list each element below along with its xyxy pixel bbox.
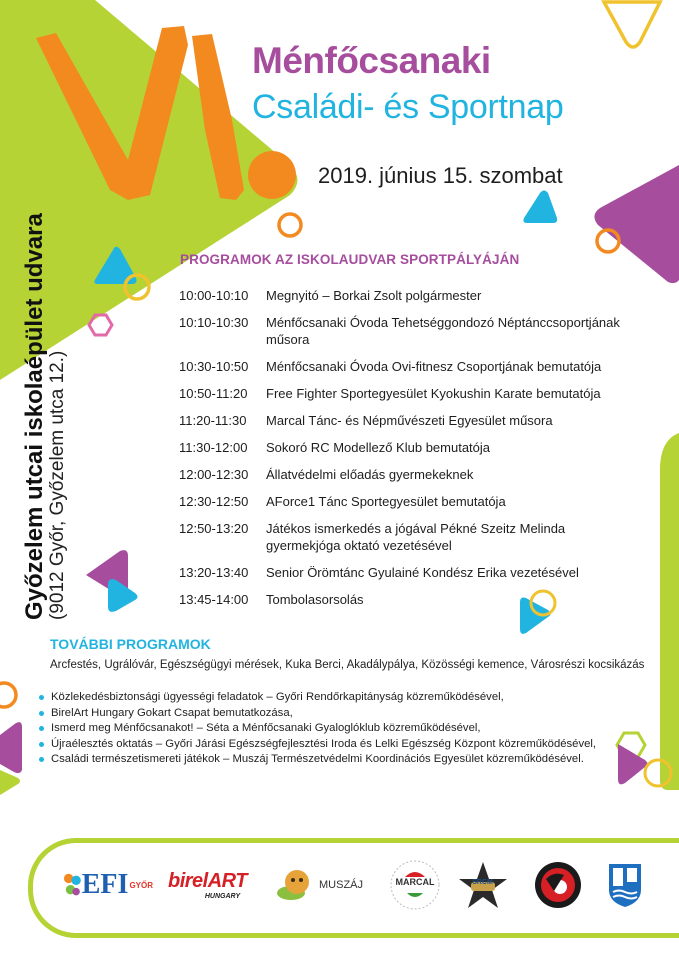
muszaj-logo <box>275 855 365 915</box>
schedule-desc: Ménfőcsanaki Óvoda Ovi-fitnesz Csoportjának bemutatója <box>266 359 602 374</box>
marcal-logo <box>385 855 445 915</box>
cyan-triangle-shape <box>523 191 557 224</box>
efi-logo-text: EFI <box>81 869 129 900</box>
orange-ring <box>597 230 619 252</box>
yellow-triangle-outline <box>604 2 660 47</box>
schedule-desc: Marcal Tánc- és Népművészeti Egyesület műsora <box>266 413 553 428</box>
birelart-logo-text: birelART <box>168 870 247 892</box>
efi-emblem-icon <box>63 870 82 900</box>
event-date: 2019. június 15. szombat <box>318 163 563 188</box>
kyokushin-logo <box>533 855 583 915</box>
list-item: Újraélesztés oktatás – Győri Járási Egészségfejlesztési Iroda és Lelki Egészség Központ közreműködésével, <box>38 737 608 753</box>
kyokushin-emblem-icon <box>534 861 582 909</box>
schedule-row <box>179 591 639 608</box>
more-programs-summary: Arcfestés, Ugrálóvár, Egészségügyi mérések, Kuka Berci, Akadálypálya, Közösségi kemence, Városrészi kocsikázás <box>50 659 645 671</box>
srcm-logo <box>455 855 510 915</box>
schedule-time: 10:30-10:50 <box>179 359 249 374</box>
venue-name: Győzelem utcai iskolaépület udvara <box>21 213 48 620</box>
more-programs-heading: TOVÁBBI PROGRAMOK <box>50 636 211 652</box>
purple-triangle-shape <box>594 165 679 283</box>
schedule-row <box>179 493 639 510</box>
schedule-list <box>179 287 639 618</box>
orange-ring-small <box>279 214 301 236</box>
schedule-heading: PROGRAMOK AZ ISKOLAUDVAR SPORTPÁLYÁJÁN <box>180 252 520 267</box>
schedule-row <box>179 466 639 483</box>
list-item: Ismerd meg Ménfőcsanakot! – Séta a Ménfőcsanaki Gyaloglóklub közreműködésével, <box>38 721 608 737</box>
schedule-time: 13:45-14:00 <box>179 592 249 607</box>
gyor-crest-logo <box>605 855 645 915</box>
schedule-row <box>179 520 639 554</box>
efi-gyor-logo <box>63 855 153 915</box>
schedule-row <box>179 439 639 456</box>
schedule-row <box>179 412 639 429</box>
venue-block <box>22 213 68 620</box>
orange-ring-left-lower <box>0 683 16 707</box>
schedule-time: 12:30-12:50 <box>179 494 249 509</box>
schedule-time: 12:00-12:30 <box>179 467 249 482</box>
list-item: Közlekedésbiztonsági ügyességi feladatok – Győri Rendőrkapitányság közreműködésével, <box>38 690 608 706</box>
sponsor-logos <box>55 855 655 915</box>
marcal-logo-text: MARCAL <box>395 877 435 887</box>
purple-triangle-bottom-left <box>0 722 22 773</box>
more-programs-list <box>38 690 608 768</box>
schedule-desc: Senior Örömtánc Gyulainé Kondész Erika vezetésével <box>266 565 579 580</box>
schedule-desc: Free Fighter Sportegyesület Kyokushin Karate bemutatója <box>266 386 601 401</box>
event-title: Ménfőcsanaki <box>252 40 491 81</box>
venue-address: (9012 Győr, Győzelem utca 12.) <box>47 350 68 620</box>
birelart-logo-sub: HUNGARY <box>204 893 241 900</box>
schedule-desc: Megnyitó – Borkai Zsolt polgármester <box>266 288 482 303</box>
lime-triangle-bottom-left <box>0 770 20 795</box>
schedule-desc: AForce1 Tánc Sportegyesület bemutatója <box>266 494 506 509</box>
muszaj-logo-text: MUSZÁJ <box>319 879 363 891</box>
schedule-desc: Tombolasorsolás <box>266 592 364 607</box>
schedule-time: 10:50-11:20 <box>179 386 248 401</box>
schedule-desc: Sokoró RC Modellező Klub bemutatója <box>266 440 491 455</box>
efi-logo-city: GYŐR <box>129 880 153 890</box>
schedule-row <box>179 314 639 348</box>
schedule-time: 11:30-12:00 <box>179 440 248 455</box>
muszaj-mascot-icon <box>277 865 317 905</box>
schedule-time: 12:50-13:20 <box>179 521 249 536</box>
list-item: Családi természetismereti játékok – Muszáj Természetvédelmi Koordinációs Egyesület közreműködésével. <box>38 752 608 768</box>
lime-right-bar <box>660 433 679 790</box>
pink-hexagon <box>89 315 112 335</box>
schedule-desc: Állatvédelmi előadás gyermekeknek <box>266 467 474 482</box>
schedule-time: 13:20-13:40 <box>179 565 249 580</box>
gyor-coat-of-arms-icon <box>607 862 643 908</box>
schedule-row <box>179 564 639 581</box>
schedule-row <box>179 385 639 402</box>
schedule-desc: Játékos ismerkedés a jógával Pékné Szeitz Melinda gyermekjóga oktató vezetésével <box>266 521 566 553</box>
birelart-logo <box>155 855 260 915</box>
srcm-logo-text: SRCM <box>472 879 493 886</box>
schedule-row <box>179 287 639 304</box>
schedule-time: 11:20-11:30 <box>179 413 247 428</box>
schedule-time: 10:10-10:30 <box>179 315 249 330</box>
schedule-desc: Ménfőcsanaki Óvoda Tehetséggondozó Néptánccsoportjának műsora <box>266 315 620 347</box>
schedule-time: 10:00-10:10 <box>179 288 249 303</box>
list-item: BirelArt Hungary Gokart Csapat bemutatkozása, <box>38 706 608 722</box>
event-subtitle: Családi- és Sportnap <box>252 88 564 126</box>
schedule-row <box>179 358 639 375</box>
